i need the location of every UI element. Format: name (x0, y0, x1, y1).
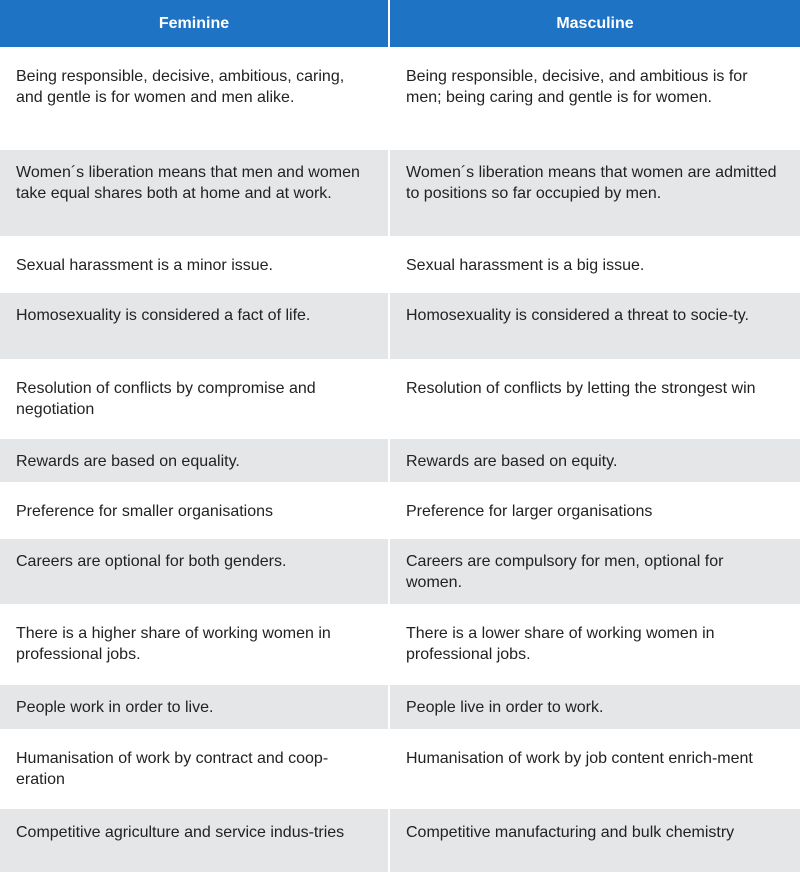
masculine-cell (390, 484, 800, 537)
cell-text: Resolution of conflicts by compromise and negotiation (16, 380, 316, 418)
table-row (0, 683, 800, 729)
feminine-cell (0, 484, 388, 537)
masculine-cell (390, 238, 800, 291)
feminine-cell (0, 731, 388, 807)
feminine-cell (0, 293, 388, 359)
cell-text: Being responsible, decisive, and ambitious is for men; being caring and gentle is for women. (406, 68, 748, 106)
table-header-row (0, 0, 800, 47)
cell-text: Homosexuality is considered a threat to socie-ty. (406, 307, 749, 324)
masculine-cell (390, 731, 800, 807)
cell-text: Rewards are based on equality. (16, 453, 240, 470)
header-masculine: Masculine (390, 0, 800, 47)
cell-text: Competitive manufacturing and bulk chemistry (406, 824, 735, 841)
cell-text: Humanisation of work by job content enrich-ment (406, 750, 753, 767)
table-row (0, 604, 800, 683)
feminine-cell (0, 150, 388, 236)
feminine-cell (0, 685, 388, 729)
cell-text: Sexual harassment is a big issue. (406, 257, 645, 274)
cell-text: Competitive agriculture and service indus-tries (16, 824, 345, 841)
table-row (0, 807, 800, 872)
masculine-cell (390, 685, 800, 729)
feminine-cell (0, 606, 388, 683)
table-row (0, 291, 800, 359)
cell-text: Careers are compulsory for men, optional for women. (406, 553, 724, 591)
cell-text: There is a lower share of working women in professional jobs. (406, 625, 715, 663)
cell-text: Rewards are based on equity. (406, 453, 618, 470)
table-row (0, 236, 800, 291)
header-feminine: Feminine (0, 0, 388, 47)
table-row (0, 537, 800, 604)
masculine-cell (390, 49, 800, 148)
cell-text: Careers are optional for both genders. (16, 553, 287, 570)
table-row (0, 482, 800, 537)
table-row (0, 729, 800, 807)
masculine-cell (390, 293, 800, 359)
cell-text: Resolution of conflicts by letting the strongest win (406, 380, 756, 397)
masculine-cell (390, 439, 800, 482)
feminine-cell (0, 439, 388, 482)
feminine-cell (0, 238, 388, 291)
table-row (0, 359, 800, 437)
table-row (0, 148, 800, 236)
cell-text: Homosexuality is considered a fact of life. (16, 307, 311, 324)
cell-text: Sexual harassment is a minor issue. (16, 257, 273, 274)
feminine-cell (0, 361, 388, 437)
cell-text: Women´s liberation means that women are admitted to positions so far occupied by men. (406, 164, 777, 202)
feminine-cell (0, 809, 388, 872)
feminine-cell (0, 49, 388, 148)
masculine-cell (390, 361, 800, 437)
cell-text: Women´s liberation means that men and women take equal shares both at home and at work. (16, 164, 360, 202)
cell-text: There is a higher share of working women in professional jobs. (16, 625, 331, 663)
feminine-cell (0, 539, 388, 604)
cell-text: Preference for larger organisations (406, 503, 653, 520)
masculine-cell (390, 539, 800, 604)
cell-text: Being responsible, decisive, ambitious, caring, and gentle is for women and men alike. (16, 68, 345, 106)
masculine-cell (390, 150, 800, 236)
table-row (0, 437, 800, 482)
cell-text: People live in order to work. (406, 699, 604, 716)
cell-text: People work in order to live. (16, 699, 214, 716)
table-row (0, 47, 800, 148)
cell-text: Preference for smaller organisations (16, 503, 274, 520)
masculine-cell (390, 606, 800, 683)
masculine-cell (390, 809, 800, 872)
cell-text: Humanisation of work by contract and coop-eration (16, 750, 329, 788)
